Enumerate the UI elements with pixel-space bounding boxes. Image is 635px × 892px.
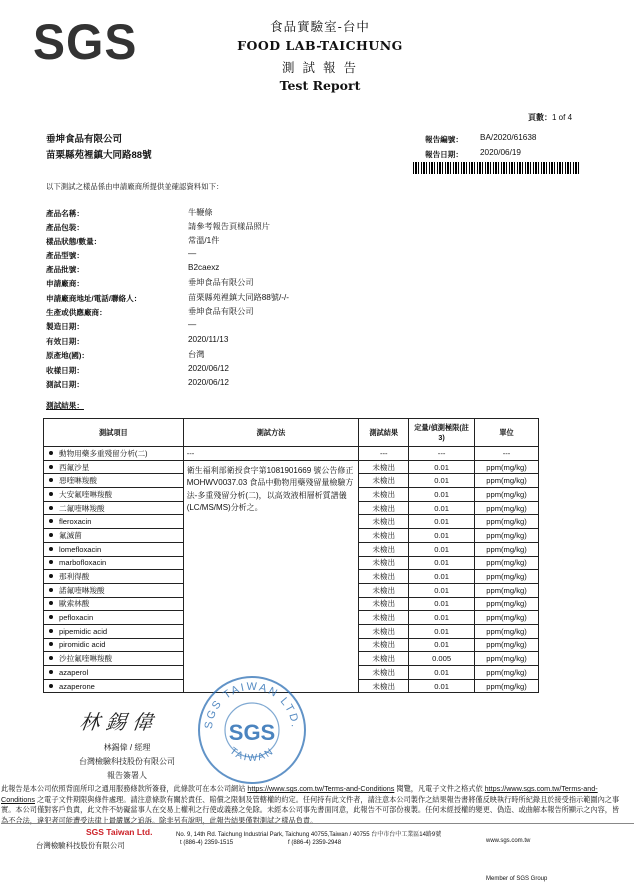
item-cell xyxy=(44,624,184,638)
limit-cell: 0.01 xyxy=(409,501,475,515)
disclaimer-text: 之電子文件期限與條件處理。請注意條款有關於責任、賠償之限制及管轄權的約定。任何持有此文件者，請注意本公司製作之結果報告書將僅反映執行時所紀錄且於接受指示範圍內之事實。本公司僅對客戶負責，此文件不妨礙當事人在交易上權利之行使或義務之免除。未經本公司事先書面同意，此報告不可部份複製。任何未經授權的變更、偽造、或曲解本報告所顯示之內容，皆為不合法，違犯者可能遭受法律上最嚴厲之追訴。除非另有說明，此報告結果僅對測試之樣品負責。 xyxy=(1,794,620,825)
group-unit-cell: --- xyxy=(475,447,539,461)
field-value: 苗栗縣苑裡鎮大同路88號/-/- xyxy=(188,293,289,302)
item-name: 大安氟喹啉羧酸 xyxy=(59,489,113,499)
result-cell: 未檢出 xyxy=(359,638,409,652)
field-value: 垂坤食品有限公司 xyxy=(188,278,254,287)
col-header-result: 測試結果 xyxy=(359,419,409,447)
limit-cell: 0.01 xyxy=(409,529,475,543)
limit-cell: 0.01 xyxy=(409,488,475,502)
field-value: 台灣 xyxy=(188,350,205,359)
disclaimer-text: 此報告是本公司依照背面所印之通用服務條款所簽發，此條款可在本公司網站 xyxy=(1,784,246,793)
unit-cell: ppm(mg/kg) xyxy=(475,652,539,666)
limit-cell: 0.01 xyxy=(409,542,475,556)
item-cell xyxy=(44,583,184,597)
result-cell: 未檢出 xyxy=(359,666,409,680)
item-cell xyxy=(44,542,184,556)
item-cell xyxy=(44,638,184,652)
unit-cell: ppm(mg/kg) xyxy=(475,556,539,570)
col-header-method: 測試方法 xyxy=(183,419,359,447)
item-name: pipemidic acid xyxy=(59,626,108,636)
terms-link[interactable]: https://www.sgs.com.tw/Terms-and-Conditions xyxy=(1,784,598,804)
result-cell: 未檢出 xyxy=(359,679,409,693)
footer-company-en: SGS Taiwan Ltd. xyxy=(86,827,153,837)
field-label: 有效日期： xyxy=(46,337,84,346)
field-label: 產品批號： xyxy=(46,265,84,274)
item-cell xyxy=(44,529,184,543)
table-row xyxy=(44,460,539,474)
result-cell: 未檢出 xyxy=(359,556,409,570)
bullet-icon xyxy=(49,656,53,660)
item-name: fleroxacin xyxy=(59,517,92,527)
limit-cell: 0.01 xyxy=(409,679,475,693)
limit-cell: 0.01 xyxy=(409,570,475,584)
unit-cell: ppm(mg/kg) xyxy=(475,474,539,488)
stamp-bottom-text: TAIWAN xyxy=(227,745,277,765)
bullet-icon xyxy=(49,478,53,482)
item-cell xyxy=(44,666,184,680)
limit-cell: 0.01 xyxy=(409,583,475,597)
bullet-icon xyxy=(49,506,53,510)
limit-cell: 0.01 xyxy=(409,666,475,680)
item-cell xyxy=(44,570,184,584)
report-no-value: BA/2020/61638 xyxy=(480,133,537,142)
field-label: 生產或供應廠商： xyxy=(46,308,107,317)
field-label: 申請廠商地址/電話/聯絡人： xyxy=(46,294,142,303)
field-value: 2020/06/12 xyxy=(188,364,229,373)
result-cell: 未檢出 xyxy=(359,611,409,625)
bullet-icon xyxy=(49,560,53,564)
lab-name-en: FOOD LAB-TAICHUNG xyxy=(237,38,403,53)
report-date-label: 報告日期： xyxy=(425,150,463,159)
bullet-icon xyxy=(49,533,53,537)
item-name: 氟滅菌 xyxy=(59,530,82,540)
group-result-cell: --- xyxy=(359,447,409,461)
signatory-role: 報告簽署人 xyxy=(107,771,147,780)
sgs-seal-stamp xyxy=(196,674,308,786)
unit-cell: ppm(mg/kg) xyxy=(475,583,539,597)
item-cell xyxy=(44,515,184,529)
item-name: 惡喹啉羧酸 xyxy=(59,476,97,486)
item-cell xyxy=(44,460,184,474)
unit-cell: ppm(mg/kg) xyxy=(475,638,539,652)
limit-cell: 0.01 xyxy=(409,638,475,652)
group-method-cell: --- xyxy=(183,447,359,461)
unit-cell: ppm(mg/kg) xyxy=(475,666,539,680)
field-value: B2caexz xyxy=(188,263,220,272)
item-name: 沙拉氟喹啉羧酸 xyxy=(59,654,113,664)
footer-member: Member of SGS Group xyxy=(486,876,548,882)
field-label: 收樣日期： xyxy=(46,366,84,375)
item-name: azaperone xyxy=(59,681,95,691)
item-name: piromidic acid xyxy=(59,640,106,650)
field-label: 製造日期： xyxy=(46,322,84,331)
result-cell: 未檢出 xyxy=(359,597,409,611)
unit-cell: ppm(mg/kg) xyxy=(475,679,539,693)
field-value: 牛鞭條 xyxy=(188,208,213,217)
unit-cell: ppm(mg/kg) xyxy=(475,515,539,529)
footer-company-zh: 台灣檢驗科技股份有限公司 xyxy=(36,841,125,850)
footer-website[interactable]: www.sgs.com.tw xyxy=(486,838,531,844)
field-value: — xyxy=(188,320,197,329)
item-name: 西氟沙星 xyxy=(59,462,90,472)
col-header-unit: 單位 xyxy=(475,419,539,447)
item-cell xyxy=(44,652,184,666)
results-table xyxy=(43,418,539,693)
report-title-en: Test Report xyxy=(279,78,361,93)
page-label: 頁數： xyxy=(528,113,552,122)
field-label: 申請廠商： xyxy=(46,279,84,288)
result-cell: 未檢出 xyxy=(359,652,409,666)
lab-name-zh: 食品實驗室-台中 xyxy=(270,19,370,34)
unit-cell: ppm(mg/kg) xyxy=(475,597,539,611)
result-cell: 未檢出 xyxy=(359,570,409,584)
field-label: 樣品狀態/數量： xyxy=(46,237,102,246)
item-name: marbofloxacin xyxy=(59,558,107,568)
col-header-limit: 定量/偵測極限(註3) xyxy=(409,419,475,447)
unit-cell: ppm(mg/kg) xyxy=(475,570,539,584)
client-address: 苗栗縣苑裡鎮大同路88號 xyxy=(46,150,152,161)
footer-address: No. 9, 14th Rd. Taichung Industrial Park, Taichung 40755,Taiwan / 40755 台中市台中工業區14路9號 xyxy=(176,832,442,838)
field-label: 產品名稱： xyxy=(46,209,84,218)
table-header-row xyxy=(44,419,539,447)
result-cell: 未檢出 xyxy=(359,515,409,529)
report-title-zh: 測 試 報 告 xyxy=(282,60,358,75)
bullet-icon xyxy=(49,451,53,455)
handwritten-signature: 林 錫 偉 xyxy=(78,710,155,734)
field-label: 測試日期： xyxy=(46,380,84,389)
table-row-group xyxy=(44,447,539,461)
footer-tel: t (886-4) 2359-1515 xyxy=(180,840,234,846)
result-cell: 未檢出 xyxy=(359,624,409,638)
signatory-name: 林錫偉 / 經理 xyxy=(103,743,151,752)
result-cell: 未檢出 xyxy=(359,542,409,556)
barcode xyxy=(413,162,580,174)
unit-cell: ppm(mg/kg) xyxy=(475,460,539,474)
limit-cell: 0.01 xyxy=(409,597,475,611)
item-name: pefloxacin xyxy=(59,613,94,623)
result-cell: 未檢出 xyxy=(359,501,409,515)
signatory-company: 台灣檢驗科技股份有限公司 xyxy=(79,757,175,766)
disclaimer-text: 閱覽，凡電子文件之格式依 xyxy=(396,784,483,793)
bullet-icon xyxy=(49,684,53,688)
unit-cell: ppm(mg/kg) xyxy=(475,529,539,543)
item-cell xyxy=(44,501,184,515)
unit-cell: ppm(mg/kg) xyxy=(475,501,539,515)
item-cell xyxy=(44,474,184,488)
report-date-value: 2020/06/19 xyxy=(480,148,521,157)
client-name: 垂坤食品有限公司 xyxy=(46,134,123,145)
bullet-icon xyxy=(49,519,53,523)
item-name: 諾氟喹啉羧酸 xyxy=(59,585,105,595)
limit-cell: 0.005 xyxy=(409,652,475,666)
intro-text: 以下測試之樣品係由申請廠商所提供並確認資料如下： xyxy=(46,182,224,191)
results-label: 測試結果： xyxy=(46,401,84,410)
field-value: — xyxy=(188,249,197,258)
method-cell: 衛生福利部衛授食字第1081901669 號公告修正MOHWV0037.03 食品中動物用藥殘留量檢驗方法-多重殘留分析(二)，以高效液相層析質譜儀(LC/MS/MS)分析之。 xyxy=(183,460,359,693)
result-cell: 未檢出 xyxy=(359,474,409,488)
limit-cell: 0.01 xyxy=(409,460,475,474)
field-value: 常溫/1件 xyxy=(188,236,220,245)
bullet-icon xyxy=(49,492,53,496)
bullet-icon xyxy=(49,615,53,619)
item-name: lomefloxacin xyxy=(59,544,102,554)
item-cell xyxy=(44,556,184,570)
field-value: 2020/11/13 xyxy=(188,335,229,344)
unit-cell: ppm(mg/kg) xyxy=(475,624,539,638)
item-cell xyxy=(44,679,184,693)
limit-cell: 0.01 xyxy=(409,474,475,488)
report-no-label: 報告編號： xyxy=(425,135,463,144)
limit-cell: 0.01 xyxy=(409,556,475,570)
result-cell: 未檢出 xyxy=(359,460,409,474)
field-label: 產品包裝： xyxy=(46,223,84,232)
page-value: 1 of 4 xyxy=(552,113,573,122)
footer-fax: f (886-4) 2359-2948 xyxy=(288,840,342,846)
bullet-icon xyxy=(49,629,53,633)
field-label: 產品型號： xyxy=(46,251,84,260)
unit-cell: ppm(mg/kg) xyxy=(475,611,539,625)
group-name-cell xyxy=(44,447,184,461)
unit-cell: ppm(mg/kg) xyxy=(475,488,539,502)
bullet-icon xyxy=(49,588,53,592)
bullet-icon xyxy=(49,465,53,469)
group-limit-cell: --- xyxy=(409,447,475,461)
bullet-icon xyxy=(49,642,53,646)
field-value: 請參考報告頁樣品照片 xyxy=(188,222,270,231)
stamp-center-text: SGS xyxy=(228,720,276,745)
limit-cell: 0.01 xyxy=(409,611,475,625)
result-cell: 未檢出 xyxy=(359,488,409,502)
col-header-item: 測試項目 xyxy=(44,419,184,447)
item-cell xyxy=(44,488,184,502)
unit-cell: ppm(mg/kg) xyxy=(475,542,539,556)
bullet-icon xyxy=(49,601,53,605)
footer-divider xyxy=(1,823,634,824)
group-name: 動物用藥多重殘留分析(二) xyxy=(59,448,148,458)
field-value: 垂坤食品有限公司 xyxy=(188,307,254,316)
limit-cell: 0.01 xyxy=(409,515,475,529)
bullet-icon xyxy=(49,670,53,674)
bullet-icon xyxy=(49,574,53,578)
page-indicator xyxy=(528,112,572,123)
sgs-logo: SGS xyxy=(33,14,138,71)
result-cell: 未檢出 xyxy=(359,529,409,543)
field-label: 原產地(國)： xyxy=(46,351,90,360)
item-name: 歐索林酸 xyxy=(59,599,90,609)
field-value: 2020/06/12 xyxy=(188,378,229,387)
limit-cell: 0.01 xyxy=(409,624,475,638)
bullet-icon xyxy=(49,547,53,551)
stamp-top-text: SGS TAIWAN LTD. xyxy=(202,680,302,730)
terms-link[interactable]: https://www.sgs.com.tw/Terms-and-Conditions xyxy=(247,784,395,793)
item-cell xyxy=(44,597,184,611)
disclaimer xyxy=(1,784,626,826)
svg-text:TAIWAN xyxy=(227,746,276,764)
item-name: 那利得酸 xyxy=(59,572,90,582)
item-name: azaperol xyxy=(59,667,89,677)
item-name: 二氟喹啉羧酸 xyxy=(59,503,105,513)
item-cell xyxy=(44,611,184,625)
result-cell: 未檢出 xyxy=(359,583,409,597)
